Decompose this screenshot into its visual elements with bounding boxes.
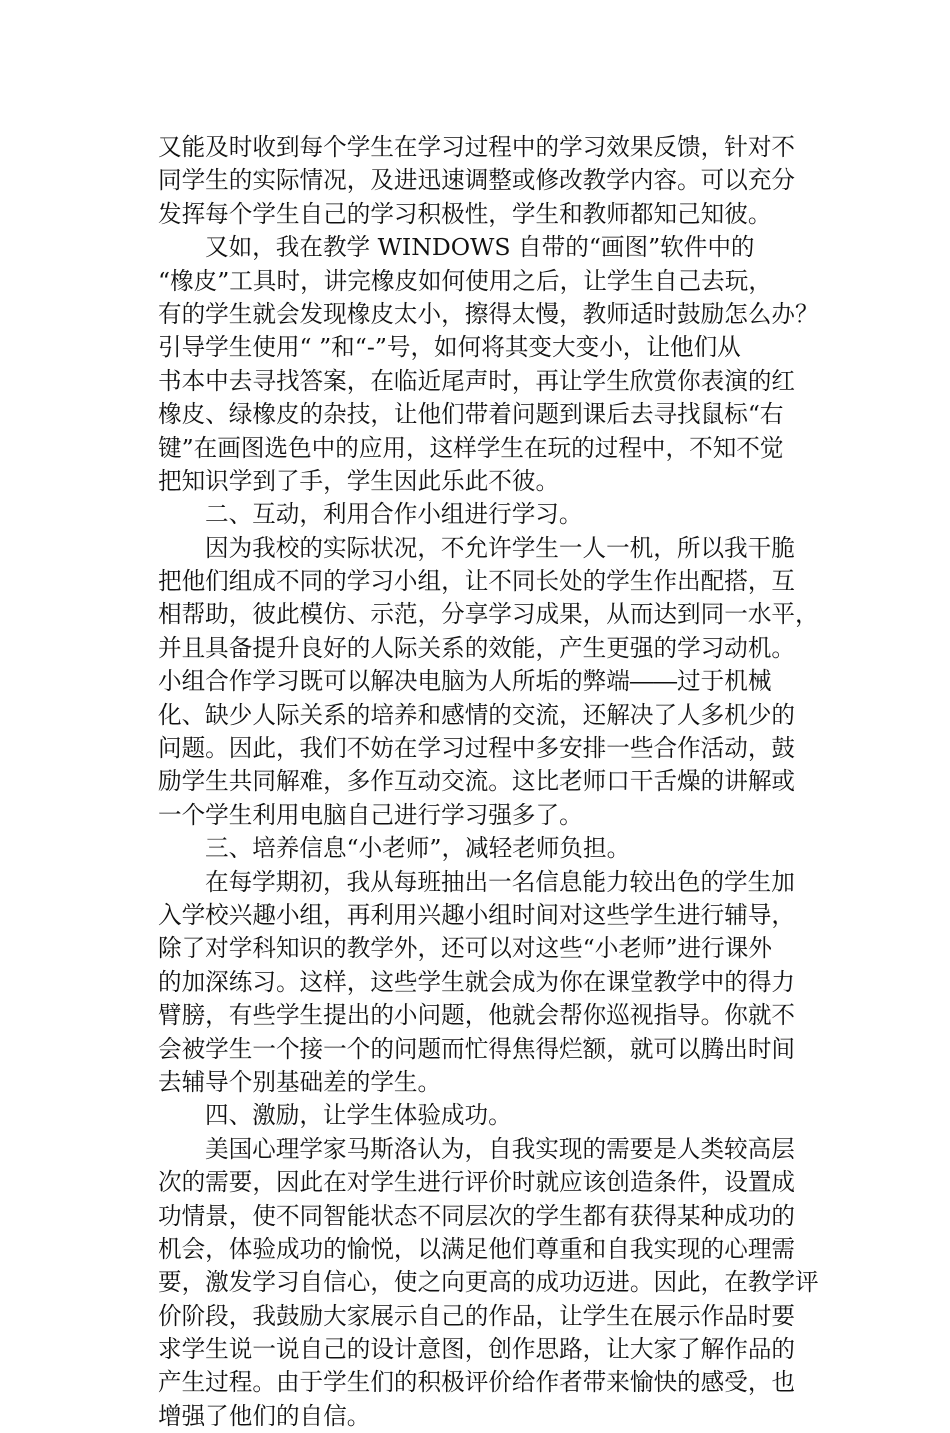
text-line: 并且具备提升良好的人际关系的效能，产生更强的学习动机。 [158, 633, 796, 662]
text-line: 增强了他们的自信。 [158, 1401, 371, 1430]
text-line: 化、缺少人际关系的培养和感情的交流，还解决了人多机少的 [158, 700, 796, 729]
text-line: 除了对学科知识的教学外，还可以对这些“小老师”进行课外 [158, 934, 772, 963]
text-line: 次的需要，因此在对学生进行评价时就应该创造条件，设置成 [158, 1168, 796, 1197]
text-line: 去辅导个别基础差的学生。 [158, 1067, 442, 1096]
text-line: 相帮助，彼此模仿、示范，分享学习成果，从而达到同一水平， [158, 600, 819, 629]
text-line: 同学生的实际情况，及进迅速调整或修改教学内容。可以充分 [158, 166, 796, 195]
text-line: 美国心理学家马斯洛认为，自我实现的需要是人类较高层 [205, 1134, 795, 1163]
text-line: 有的学生就会发现橡皮太小，擦得太慢，教师适时鼓励怎么办？ [158, 299, 819, 328]
text-line: 发挥每个学生自己的学习积极性，学生和教师都知己知彼。 [158, 199, 772, 228]
document-page [158, 131, 818, 1433]
text-line: 会被学生一个接一个的问题而忙得焦得烂额，就可以腾出时间 [158, 1034, 796, 1063]
text-line: 臂膀，有些学生提出的小问题，他就会帮你巡视指导。你就不 [158, 1001, 796, 1030]
text-line: 产生过程。由于学生们的积极评价给作者带来愉快的感受，也 [158, 1368, 796, 1397]
text-line: 引导学生使用“ ”和“-”号，如何将其变大变小，让他们从 [158, 333, 741, 362]
text-line: 键”在画图选色中的应用，这样学生在玩的过程中，不知不觉 [158, 433, 784, 462]
text-line: 又能及时收到每个学生在学习过程中的学习效果反馈，针对不 [158, 133, 796, 161]
text-line: 价阶段，我鼓励大家展示自己的作品，让学生在展示作品时要 [158, 1301, 796, 1330]
text-line: 求学生说一说自己的设计意图，创作思路，让大家了解作品的 [158, 1335, 796, 1364]
text-line: 小组合作学习既可以解决电脑为人所垢的弊端――过于机械 [158, 667, 772, 696]
text-line: 橡皮、绿橡皮的杂技，让他们带着问题到课后去寻找鼠标“右 [158, 400, 784, 429]
text-line: 要，激发学习自信心，使之向更高的成功迈进。因此，在教学评 [158, 1268, 819, 1297]
section-heading: 四、激励，让学生体验成功。 [205, 1101, 512, 1130]
text-line: 的加深练习。这样，这些学生就会成为你在课堂教学中的得力 [158, 967, 796, 996]
text-line: “橡皮”工具时，讲完橡皮如何使用之后，让学生自己去玩， [158, 266, 772, 295]
text-line: 入学校兴趣小组，再利用兴趣小组时间对这些学生进行辅导， [158, 900, 796, 929]
text-line: 一个学生利用电脑自己进行学习强多了。 [158, 800, 583, 829]
text-line: 机会，体验成功的愉悦，以满足他们尊重和自我实现的心理需 [158, 1234, 796, 1263]
text-line: 励学生共同解难，多作互动交流。这比老师口干舌燥的讲解或 [158, 767, 796, 796]
text-line: 书本中去寻找答案，在临近尾声时，再让学生欣赏你表演的红 [158, 366, 796, 395]
text-line: 功情景，使不同智能状态不同层次的学生都有获得某种成功的 [158, 1201, 796, 1230]
text-line: 把知识学到了手，学生因此乐此不彼。 [158, 466, 560, 495]
text-line: 在每学期初，我从每班抽出一名信息能力较出色的学生加 [205, 867, 795, 896]
text-line: 把他们组成不同的学习小组，让不同长处的学生作出配搭，互 [158, 567, 796, 596]
text-line: 又如，我在教学 WINDOWS 自带的“画图”软件中的 [205, 233, 755, 262]
text-line: 因为我校的实际状况，不允许学生一人一机，所以我干脆 [205, 533, 795, 562]
text-line: 问题。因此，我们不妨在学习过程中多安排一些合作活动，鼓 [158, 734, 796, 763]
section-heading: 三、培养信息“小老师”，减轻老师负担。 [205, 834, 631, 863]
section-heading: 二、互动，利用合作小组进行学习。 [205, 500, 583, 529]
